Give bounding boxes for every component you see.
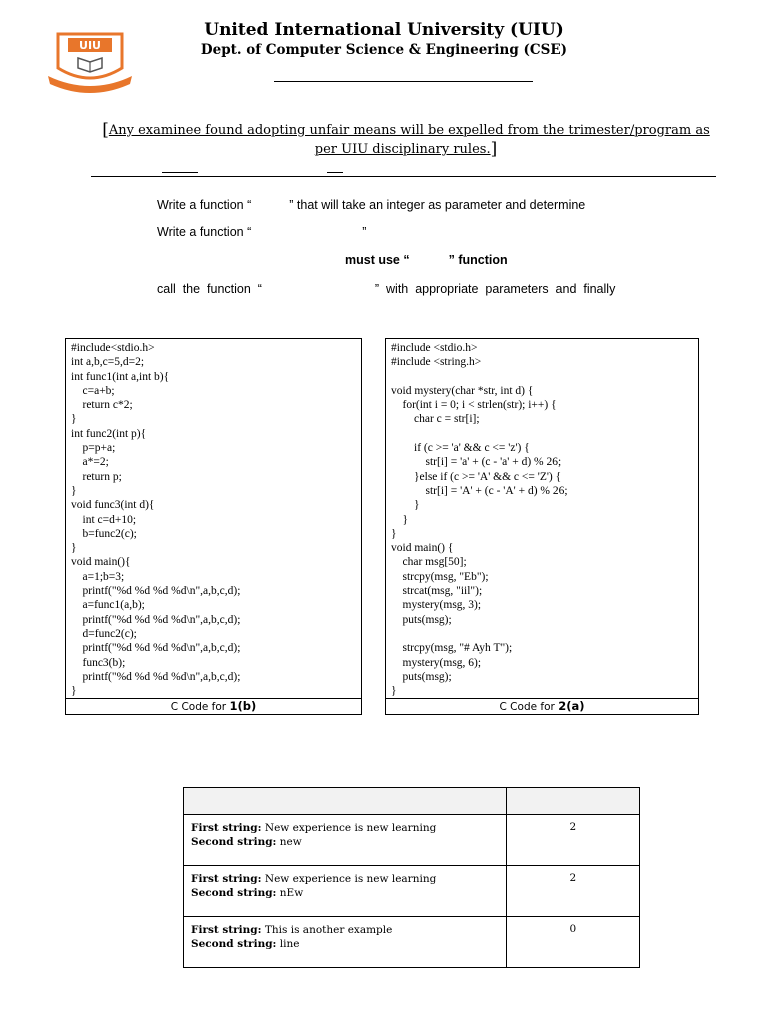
first-string <box>191 872 499 886</box>
second-string-value: new <box>279 836 302 848</box>
second-string-label: Second string: <box>191 938 277 950</box>
short-underline-2 <box>327 172 343 173</box>
expected-output-cell: 2 <box>506 815 639 866</box>
name-underline <box>274 81 533 82</box>
second-string-value: nEw <box>279 887 304 899</box>
test-input-cell <box>184 815 507 866</box>
instruction-line-1: Write a function “ ” that will take an integer as parameter and determine <box>157 198 586 212</box>
test-case-table <box>183 787 640 968</box>
header-input-cell <box>184 788 507 815</box>
second-string <box>191 886 499 900</box>
table-row <box>184 815 640 866</box>
test-input-cell <box>184 917 507 968</box>
table-row <box>184 866 640 917</box>
first-string <box>191 923 499 937</box>
first-string-value: New experience is new learning <box>264 822 437 834</box>
code-box-1b <box>65 338 362 715</box>
instruction-line-3: must use “ ” function <box>345 253 508 267</box>
caption-2a: C Code for 2(a) <box>386 698 698 714</box>
unfair-means-warning: [Any examinee found adopting unfair means will be expelled from the trimester/program as per UIU disciplinary rules.] <box>102 120 710 159</box>
second-string <box>191 835 499 849</box>
university-title: United International University (UIU) <box>204 20 564 40</box>
first-string-value: This is another example <box>264 924 393 936</box>
first-string-label: First string: <box>191 873 262 885</box>
second-string-value: line <box>279 938 300 950</box>
section-divider <box>91 176 716 177</box>
expected-output-cell: 0 <box>506 917 639 968</box>
second-string-label: Second string: <box>191 887 277 899</box>
short-underline-1 <box>162 172 198 173</box>
code-2a: #include <stdio.h> #include <string.h> void mystery(char *str, int d) { for(int i = 0; i < strlen(str); i++) { char c = str[i]; if (c >= 'a' && c <= 'z') { str[i] = 'a' + (c - 'a' + d) % 26; }else if (c >= 'A' && c <= 'Z') { str[i] = 'A' + (c - 'A' + d) % 26; } } } void main() { char msg[50]; strcpy(msg, "Eb"); strcat(msg, "iil"); mystery(msg, 3); puts(msg); strcpy(msg, "# Ayh T"); mystery(msg, 6); puts(msg); } <box>391 342 568 698</box>
svg-text:UIU: UIU <box>79 39 101 52</box>
table-row <box>184 917 640 968</box>
test-input-cell <box>184 866 507 917</box>
caption-1b: C Code for 1(b) <box>66 698 361 714</box>
first-string-label: First string: <box>191 924 262 936</box>
header-output-cell <box>506 788 639 815</box>
instruction-line-2: Write a function “ ” <box>157 225 367 239</box>
code-1b: #include<stdio.h> int a,b,c=5,d=2; int func1(int a,int b){ c=a+b; return c*2; } int func2(int p){ p=p+a; a*=2; return p; } void func3(int d){ int c=d+10; b=func2(c); } void main(){ a=1;b=3; printf("%d %d %d %d\n",a,b,c,d); a=func1(a,b); printf("%d %d %d %d\n",a,b,c,d); d=func2(c); printf("%d %d %d %d\n",a,b,c,d); func3(b); printf("%d %d %d %d\n",a,b,c,d); } <box>71 342 241 698</box>
instruction-line-4: call the function “ ” with appropriate parameters and finally <box>157 282 616 296</box>
department-title: Dept. of Computer Science & Engineering (CSE) <box>200 42 568 58</box>
first-string-value: New experience is new learning <box>264 873 437 885</box>
expected-output-cell: 2 <box>506 866 639 917</box>
code-box-2a <box>385 338 699 715</box>
second-string-label: Second string: <box>191 836 277 848</box>
first-string <box>191 821 499 835</box>
table-header-row <box>184 788 640 815</box>
second-string <box>191 937 499 951</box>
first-string-label: First string: <box>191 822 262 834</box>
